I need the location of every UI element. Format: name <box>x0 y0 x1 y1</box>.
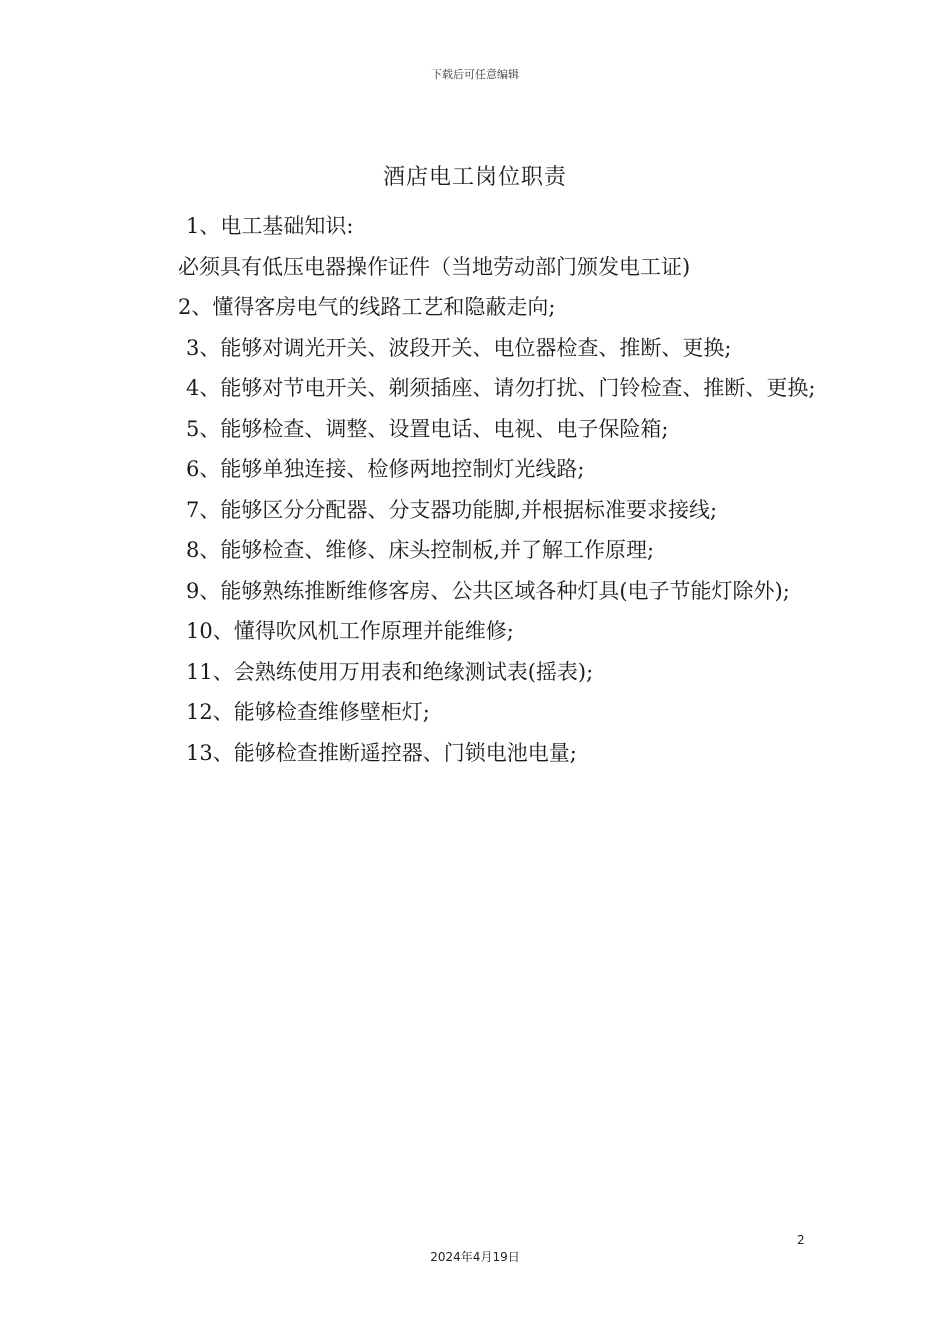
paragraph-8: 7、能够区分分配器、分支器功能脚,并根据标准要求接线; <box>186 497 718 522</box>
paragraph-10: 9、能够熟练推断维修客房、公共区域各种灯具(电子节能灯除外); <box>186 578 790 603</box>
document-body <box>144 206 834 773</box>
paragraph-1: 1、电工基础知识: <box>186 214 354 238</box>
paragraph-12: 11、会熟练使用万用表和绝缘测试表(摇表); <box>186 659 594 684</box>
paragraph-9: 8、能够检查、维修、床头控制板,并了解工作原理; <box>186 538 655 562</box>
paragraph-3: 2、懂得客房电气的线路工艺和隐蔽走向; <box>178 295 556 319</box>
footer-date: 2024年4月19日 <box>430 1250 520 1264</box>
paragraph-6: 5、能够检查、调整、设置电话、电视、电子保险箱; <box>186 416 669 441</box>
paragraph-2: 必须具有低压电器操作证件（当地劳动部门颁发电工证) <box>178 254 691 279</box>
paragraph-11: 10、懂得吹风机工作原理并能维修; <box>186 619 514 643</box>
header-note: 下载后可任意编辑 <box>431 68 519 81</box>
paragraph-4: 3、能够对调光开关、波段开关、电位器检查、推断、更换; <box>186 335 732 360</box>
paragraph-13: 12、能够检查维修壁柜灯; <box>186 700 430 724</box>
document-title: 酒店电工岗位职责 <box>382 165 567 190</box>
paragraph-14: 13、能够检查推断遥控器、门锁电池电量; <box>186 740 577 765</box>
paragraph-7: 6、能够单独连接、检修两地控制灯光线路; <box>186 457 585 481</box>
paragraph-5: 4、能够对节电开关、剃须插座、请勿打扰、门铃检查、推断、更换; <box>186 376 816 400</box>
page-number: 2 <box>797 1233 805 1247</box>
